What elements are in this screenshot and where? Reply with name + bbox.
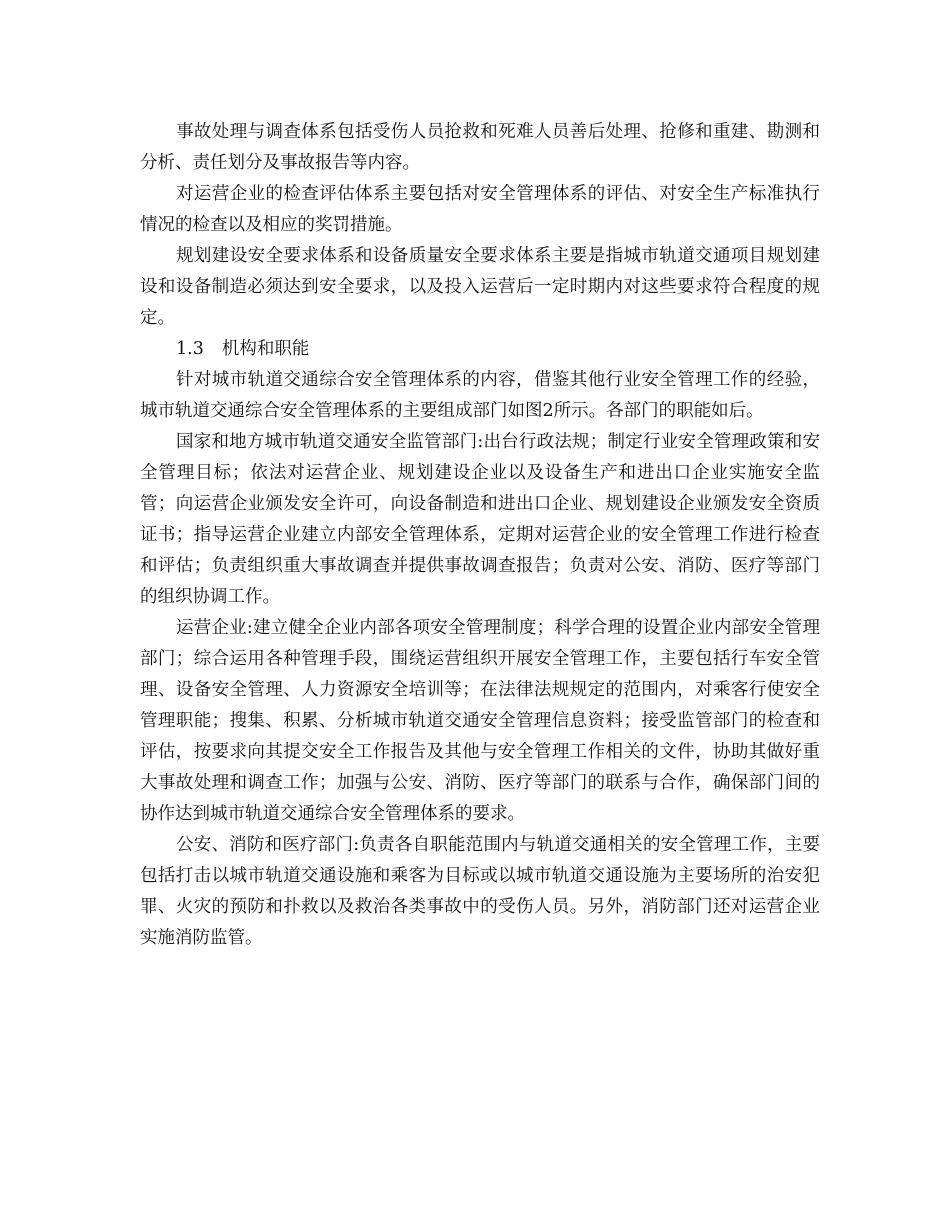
paragraph-inspection-evaluation: 对运营企业的检查评估体系主要包括对安全管理体系的评估、对安全生产标准执行情况的检查以及相应的奖罚措施。 [140,184,820,235]
section-title: 机构和职能 [221,339,310,359]
section-number: 1.3 [176,339,204,359]
paragraph-regulator: 国家和地方城市轨道交通安全监管部门:出台行政法规；制定行业安全管理政策和安全管理目标；依法对运营企业、规划建设企业以及设备生产和进出口企业实施安全监管；向运营企业颁发安全许可，向设备制造和进出口企业、规划建设企业颁发安全资质证书；指导运营企业建立内部安全管理体系，定期对运营企业的安全管理工作进行检查和评估；负责组织重大事故调查并提供事故调查报告；负责对公安、消防、医疗等部门的组织协调工作。 [140,432,820,607]
paragraph-planning-safety: 规划建设安全要求体系和设备质量安全要求体系主要是指城市轨道交通项目规划建设和设备制造必须达到安全要求，以及投入运营后一定时期内对这些要求符合程度的规定。 [140,246,820,328]
document-body [140,117,820,954]
paragraph-intro: 针对城市轨道交通综合安全管理体系的内容，借鉴其他行业安全管理工作的经验，城市轨道交通综合安全管理体系的主要组成部门如图2所示。各部门的职能如后。 [140,370,820,421]
section-heading [140,334,820,365]
paragraph-operator: 运营企业:建立健全企业内部各项安全管理制度；科学合理的设置企业内部安全管理部门；综合运用各种管理手段，围绕运营组织开展安全管理工作，主要包括行车安全管理、设备安全管理、人力资源安全培训等；在法律法规规定的范围内，对乘客行使安全管理职能；搜集、积累、分析城市轨道交通安全管理信息资料；接受监管部门的检查和评估，按要求向其提交安全工作报告及其他与安全管理工作相关的文件，协助其做好重大事故处理和调查工作；加强与公安、消防、医疗等部门的联系与合作，确保部门间的协作达到城市轨道交通综合安全管理体系的要求。 [140,618,820,824]
paragraph-police-fire-medical: 公安、消防和医疗部门:负责各自职能范围内与轨道交通相关的安全管理工作，主要包括打击以城市轨道交通设施和乘客为目标或以城市轨道交通设施为主要场所的治安犯罪、火灾的预防和扑救以及救治各类事故中的受伤人员。另外，消防部门还对运营企业实施消防监管。 [140,835,820,948]
paragraph-accident-handling: 事故处理与调查体系包括受伤人员抢救和死难人员善后处理、抢修和重建、勘测和分析、责任划分及事故报告等内容。 [140,122,820,173]
